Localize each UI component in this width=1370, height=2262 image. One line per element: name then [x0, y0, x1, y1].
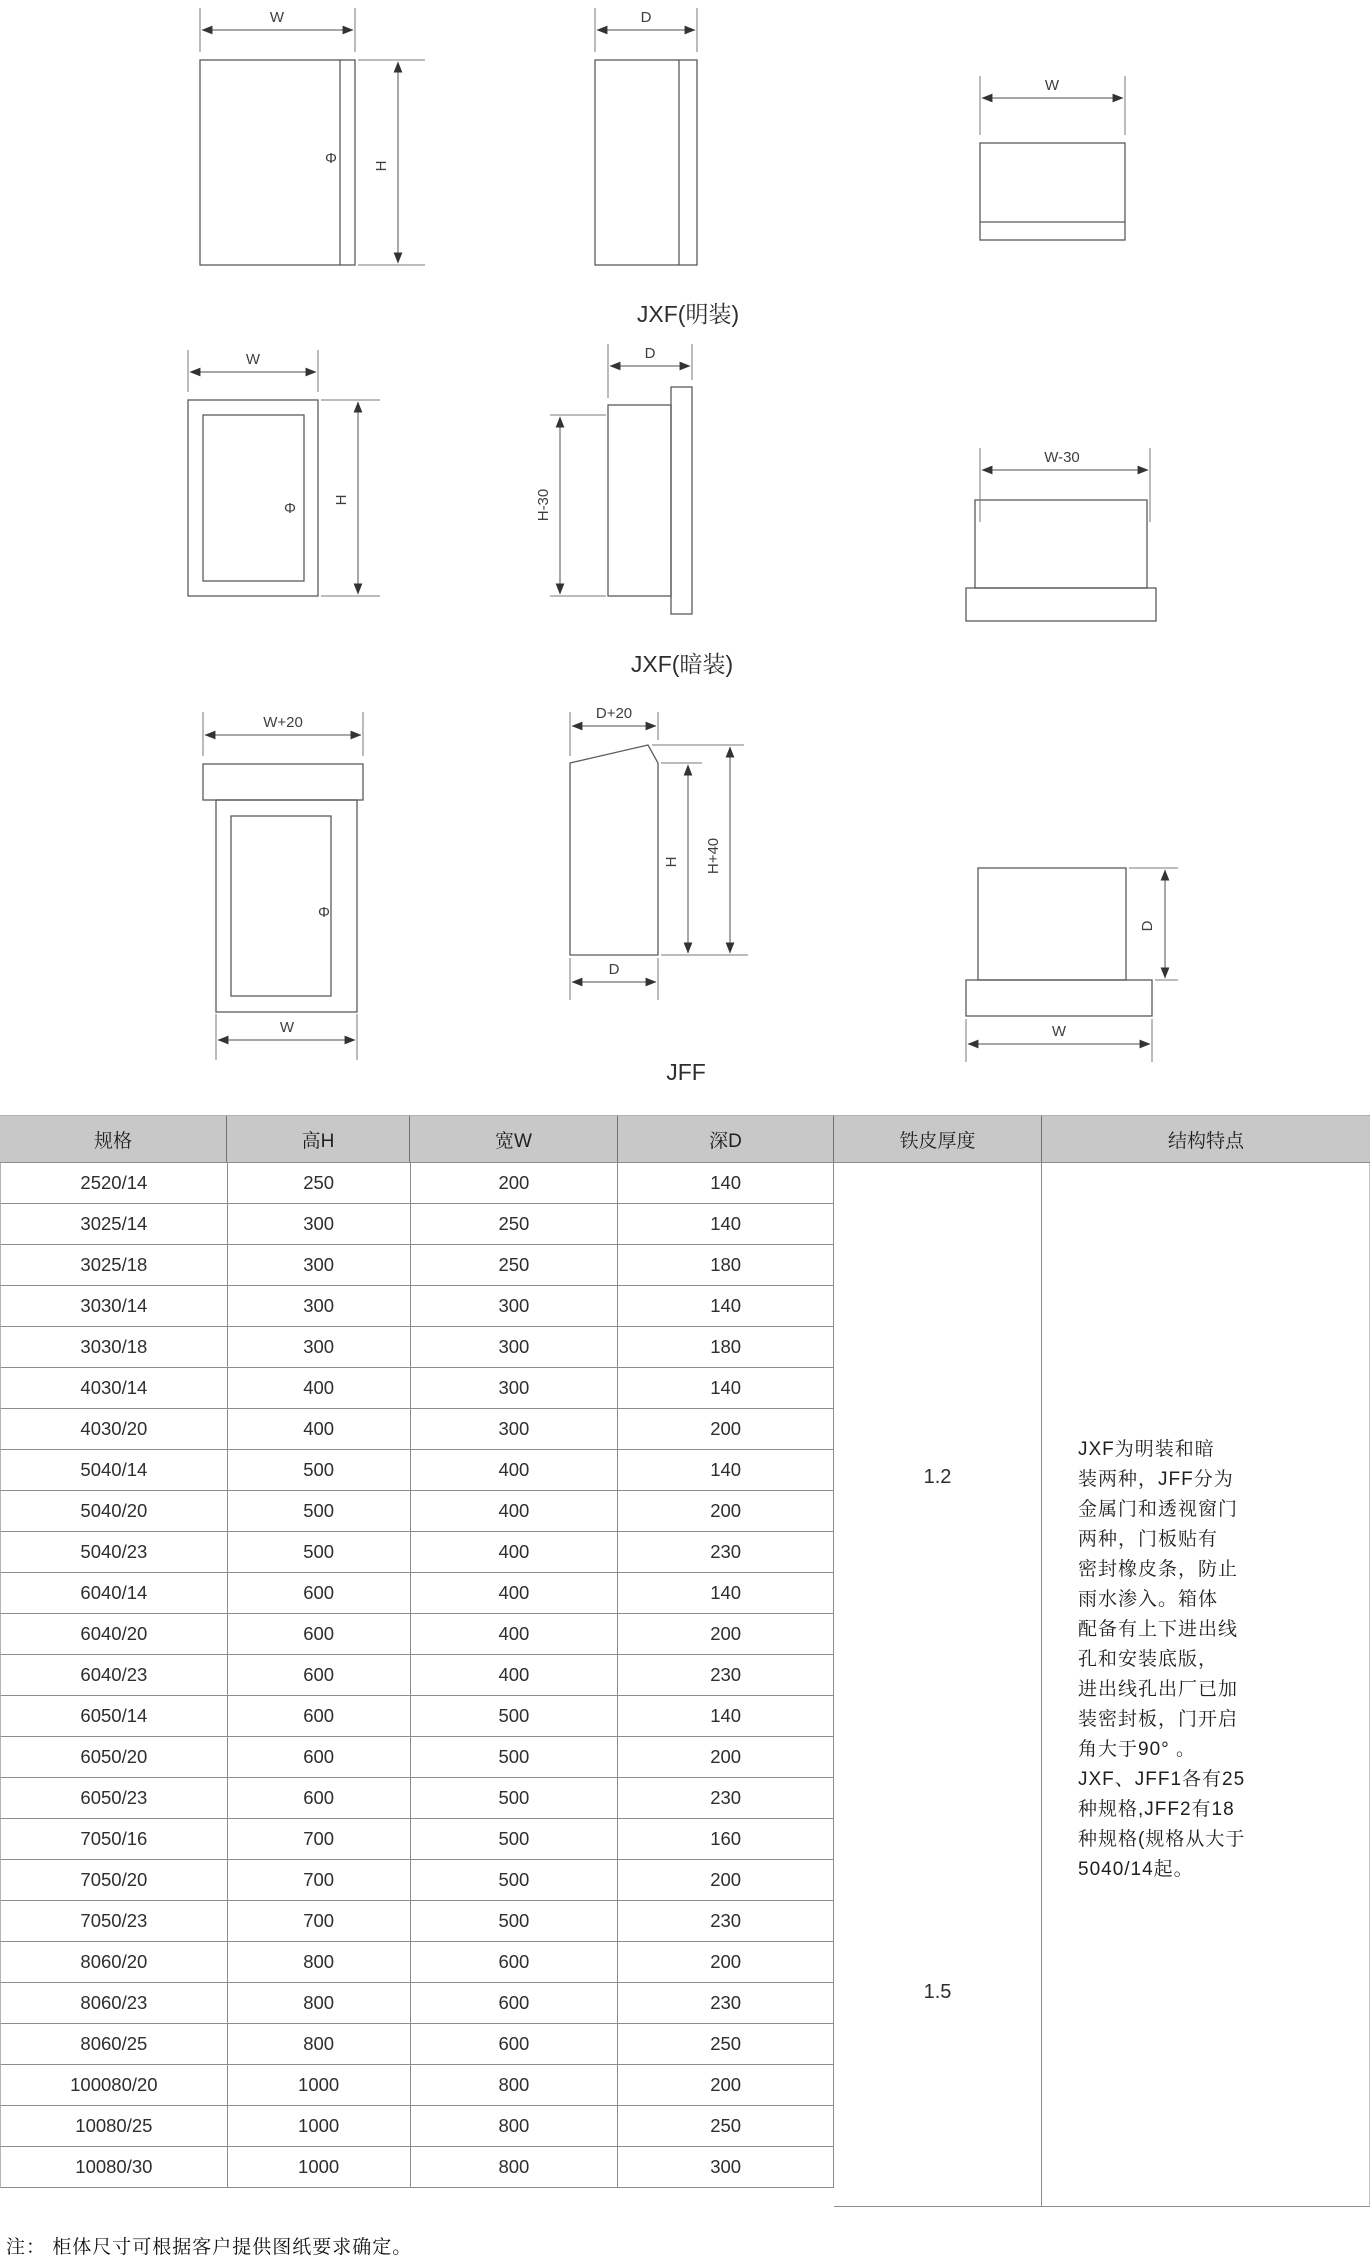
features-line: 装密封板，门开启 — [1078, 1709, 1239, 1730]
thickness-merged-cell — [834, 1163, 1042, 2207]
h-cell: 1000 — [228, 2147, 411, 2187]
w-cell: 300 — [411, 1368, 619, 1408]
features-line: 种规格,JFF2有18 — [1078, 1799, 1235, 1820]
h-cell: 600 — [228, 1778, 411, 1818]
w-cell: 300 — [411, 1409, 619, 1449]
w-cell: 600 — [411, 1983, 619, 2023]
door-handle-icon: Φ — [284, 500, 296, 517]
spec-cell: 8060/20 — [1, 1942, 228, 1982]
w-cell: 800 — [411, 2065, 619, 2105]
dim-label-w: W — [245, 351, 261, 368]
dim-label-h-plus-40: H+40 — [705, 837, 722, 875]
h-cell: 600 — [228, 1655, 411, 1695]
table-row — [0, 1532, 834, 1573]
h-cell: 500 — [228, 1491, 411, 1531]
spec-cell: 6040/20 — [1, 1614, 228, 1654]
w-cell: 300 — [411, 1286, 619, 1326]
spec-cell: 10080/25 — [1, 2106, 228, 2146]
h-cell: 700 — [228, 1901, 411, 1941]
jxf-surface-front-view — [200, 8, 425, 265]
dimension-drawings — [0, 0, 1370, 1100]
w-cell: 400 — [411, 1532, 619, 1572]
spec-cell: 6050/23 — [1, 1778, 228, 1818]
h-cell: 300 — [228, 1327, 411, 1367]
d-cell: 250 — [618, 2106, 834, 2146]
features-line: 配备有上下进出线 — [1078, 1619, 1239, 1640]
header-height: 高H — [227, 1116, 410, 1162]
spec-cell: 4030/14 — [1, 1368, 228, 1408]
features-line: 角大于90° 。 — [1078, 1739, 1197, 1760]
dim-label-w: W — [1051, 1023, 1067, 1040]
h-cell: 300 — [228, 1286, 411, 1326]
h-cell: 800 — [228, 1983, 411, 2023]
h-cell: 250 — [228, 1163, 411, 1203]
jxf-flush-side-view — [535, 344, 692, 614]
w-cell: 400 — [411, 1450, 619, 1490]
d-cell: 250 — [618, 2024, 834, 2064]
w-cell: 500 — [411, 1778, 619, 1818]
w-cell: 250 — [411, 1245, 619, 1285]
h-cell: 700 — [228, 1860, 411, 1900]
spec-cell: 4030/20 — [1, 1409, 228, 1449]
header-width: 宽W — [410, 1116, 618, 1162]
features-text — [1078, 1435, 1360, 1885]
spec-cell: 5040/14 — [1, 1450, 228, 1490]
jxf-surface-top-view — [980, 76, 1125, 240]
w-cell: 400 — [411, 1655, 619, 1695]
label-jxf-flush: JXF(暗装) — [630, 651, 734, 677]
w-cell: 500 — [411, 1737, 619, 1777]
h-cell: 800 — [228, 1942, 411, 1982]
w-cell: 600 — [411, 1942, 619, 1982]
table-row — [0, 1204, 834, 1245]
header-spec: 规格 — [0, 1116, 227, 1162]
spec-cell: 3025/14 — [1, 1204, 228, 1244]
w-cell: 600 — [411, 2024, 619, 2064]
features-line: 密封橡皮条，防止 — [1078, 1559, 1239, 1580]
spec-cell: 7050/20 — [1, 1860, 228, 1900]
features-line: 进出线孔出厂已加 — [1078, 1679, 1239, 1700]
h-cell: 300 — [228, 1245, 411, 1285]
thickness-value-1: 1.2 — [923, 1466, 952, 1488]
table-header-row — [0, 1115, 1370, 1163]
spec-cell: 7050/16 — [1, 1819, 228, 1859]
header-depth: 深D — [618, 1116, 834, 1162]
jxf-flush-front-view — [188, 350, 380, 596]
w-cell: 500 — [411, 1696, 619, 1736]
table-row — [0, 1491, 834, 1532]
d-cell: 200 — [618, 1737, 834, 1777]
table-row — [0, 1655, 834, 1696]
d-cell: 180 — [618, 1327, 834, 1367]
features-line: JXF为明装和暗 — [1078, 1439, 1215, 1460]
features-line: 5040/14起。 — [1078, 1859, 1194, 1880]
header-features: 结构特点 — [1167, 1130, 1244, 1152]
d-cell: 200 — [618, 1409, 834, 1449]
features-line: 两种，门板贴有 — [1078, 1529, 1219, 1550]
table-row — [0, 1368, 834, 1409]
door-handle-icon: Φ — [325, 150, 337, 167]
w-cell: 500 — [411, 1819, 619, 1859]
features-line: 装两种，JFF分为 — [1078, 1469, 1234, 1490]
dim-label-h-minus-30: H-30 — [535, 488, 552, 522]
table-row — [0, 1614, 834, 1655]
jff-top-view — [966, 868, 1178, 1062]
table-row — [0, 1819, 834, 1860]
w-cell: 500 — [411, 1860, 619, 1900]
table-row — [0, 1942, 834, 1983]
spec-cell: 5040/20 — [1, 1491, 228, 1531]
jxf-surface-side-view — [595, 8, 697, 265]
d-cell: 230 — [618, 1983, 834, 2023]
dim-label-w: W — [1044, 77, 1060, 94]
h-cell: 1000 — [228, 2106, 411, 2146]
table-row — [0, 1163, 834, 1204]
d-cell: 140 — [618, 1450, 834, 1490]
spec-cell: 6040/14 — [1, 1573, 228, 1613]
dim-label-w: W — [269, 9, 285, 26]
dim-label-w-plus-20: W+20 — [263, 714, 303, 731]
features-line: JXF、JFF1各有25 — [1078, 1769, 1246, 1790]
d-cell: 230 — [618, 1532, 834, 1572]
header-thickness: 铁皮厚度 — [834, 1116, 1042, 1162]
table-row — [0, 1286, 834, 1327]
d-cell: 160 — [618, 1819, 834, 1859]
features-line: 雨水渗入。箱体 — [1078, 1589, 1219, 1610]
table-row — [0, 1983, 834, 2024]
h-cell: 600 — [228, 1573, 411, 1613]
dim-label-h: H — [663, 856, 680, 868]
label-jff: JFF — [666, 1059, 706, 1085]
dim-label-d-plus-20: D+20 — [595, 705, 633, 722]
h-cell: 500 — [228, 1450, 411, 1490]
spec-cell: 8060/25 — [1, 2024, 228, 2064]
d-cell: 230 — [618, 1655, 834, 1695]
door-handle-icon: Φ — [318, 904, 330, 921]
w-cell: 250 — [411, 1204, 619, 1244]
dim-label-h: H — [373, 160, 390, 172]
w-cell: 400 — [411, 1614, 619, 1654]
h-cell: 1000 — [228, 2065, 411, 2105]
d-cell: 140 — [618, 1286, 834, 1326]
footnote: 注： 柜体尺寸可根据客户提供图纸要求确定。 — [6, 2237, 413, 2258]
spec-cell: 6050/20 — [1, 1737, 228, 1777]
jff-side-view — [570, 705, 748, 1000]
h-cell: 300 — [228, 1204, 411, 1244]
h-cell: 500 — [228, 1532, 411, 1572]
thickness-value-2: 1.5 — [923, 1981, 952, 2003]
table-row — [0, 1327, 834, 1368]
features-line: 种规格(规格从大于 — [1078, 1829, 1246, 1850]
h-cell: 600 — [228, 1614, 411, 1654]
w-cell: 500 — [411, 1901, 619, 1941]
dim-label-w-minus-30: W-30 — [1044, 449, 1080, 466]
table-row — [0, 1860, 834, 1901]
w-cell: 300 — [411, 1327, 619, 1367]
d-cell: 200 — [618, 1942, 834, 1982]
features-line: 孔和安装底版， — [1078, 1649, 1219, 1670]
h-cell: 400 — [228, 1409, 411, 1449]
spec-cell: 3030/14 — [1, 1286, 228, 1326]
spec-cell: 8060/23 — [1, 1983, 228, 2023]
spec-cell: 3030/18 — [1, 1327, 228, 1367]
dim-label-d: D — [608, 961, 620, 978]
d-cell: 180 — [618, 1245, 834, 1285]
w-cell: 400 — [411, 1491, 619, 1531]
d-cell: 200 — [618, 1491, 834, 1531]
spec-cell: 2520/14 — [1, 1163, 228, 1203]
h-cell: 400 — [228, 1368, 411, 1408]
spec-cell: 7050/23 — [1, 1901, 228, 1941]
table-row — [0, 2024, 834, 2065]
w-cell: 200 — [411, 1163, 619, 1203]
d-cell: 200 — [618, 1614, 834, 1654]
d-cell: 200 — [618, 2065, 834, 2105]
d-cell: 140 — [618, 1163, 834, 1203]
d-cell: 230 — [618, 1901, 834, 1941]
table-row — [0, 1573, 834, 1614]
spec-cell: 3025/18 — [1, 1245, 228, 1285]
h-cell: 600 — [228, 1737, 411, 1777]
spec-cell: 5040/23 — [1, 1532, 228, 1572]
d-cell: 140 — [618, 1696, 834, 1736]
table-body — [0, 1163, 1370, 2207]
table-row — [0, 1778, 834, 1819]
w-cell: 800 — [411, 2147, 619, 2187]
d-cell: 230 — [618, 1778, 834, 1818]
w-cell: 400 — [411, 1573, 619, 1613]
features-line: 金属门和透视窗门 — [1078, 1499, 1239, 1520]
table-row — [0, 1409, 834, 1450]
d-cell: 140 — [618, 1573, 834, 1613]
table-row — [0, 1245, 834, 1286]
table-row — [0, 1450, 834, 1491]
features-merged-cell — [1042, 1163, 1370, 2207]
dim-label-d: D — [1139, 920, 1156, 932]
h-cell: 800 — [228, 2024, 411, 2064]
spec-cell: 6050/14 — [1, 1696, 228, 1736]
d-cell: 200 — [618, 1860, 834, 1900]
jff-front-view — [203, 712, 363, 1060]
spec-cell: 100080/20 — [1, 2065, 228, 2105]
spec-table — [0, 1115, 1370, 2207]
dim-label-d: D — [644, 345, 656, 362]
dim-label-d: D — [640, 9, 652, 26]
spec-cell: 6040/23 — [1, 1655, 228, 1695]
label-jxf-surface: JXF(明装) — [636, 301, 740, 327]
dim-label-w: W — [279, 1019, 295, 1036]
spec-cell: 10080/30 — [1, 2147, 228, 2187]
dim-label-h: H — [333, 494, 350, 506]
table-row — [0, 1737, 834, 1778]
table-row — [0, 1696, 834, 1737]
table-row — [0, 2106, 834, 2147]
table-row — [0, 2065, 834, 2106]
table-row — [0, 2147, 834, 2188]
h-cell: 700 — [228, 1819, 411, 1859]
table-row — [0, 1901, 834, 1942]
h-cell: 600 — [228, 1696, 411, 1736]
w-cell: 800 — [411, 2106, 619, 2146]
d-cell: 300 — [618, 2147, 834, 2187]
jxf-flush-top-view — [966, 448, 1156, 621]
d-cell: 140 — [618, 1204, 834, 1244]
d-cell: 140 — [618, 1368, 834, 1408]
